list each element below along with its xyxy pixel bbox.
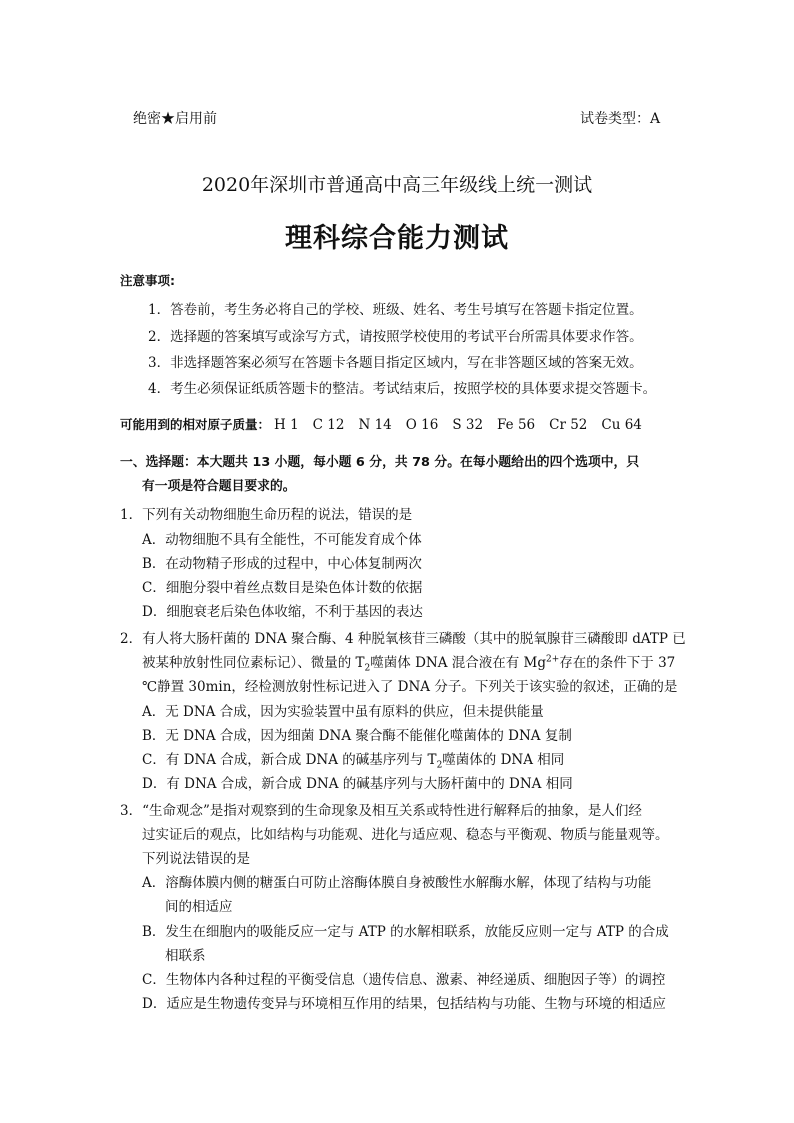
q3-stem: 3．“生命观念”是指对观察到的生命现象及相互关系或特性进行解释后的抽象，是人们经 <box>120 803 642 819</box>
q1-stem: 1．下列有关动物细胞生命历程的说法，错误的是 <box>120 507 413 523</box>
q3-stem-line2: 过实证后的观点，比如结构与功能观、进化与适应观、稳态与平衡观、物质与能量观等。 <box>142 827 669 843</box>
q3-stem-line3: 下列说法错误的是 <box>142 851 250 867</box>
q1-option-d: D．细胞衰老后染色体收缩，不利于基因的表达 <box>142 604 423 620</box>
q1-option-a: A．动物细胞不具有全能性，不可能发育成个体 <box>142 532 422 548</box>
q3-option-b: B．发生在细胞内的吸能反应一定与 ATP 的水解相联系，放能反应则一定与 ATP 的合成 <box>142 924 669 940</box>
notice-heading: 注意事项: <box>120 273 175 288</box>
section-heading: 一、选择题：本大题共 13 小题，每小题 6 分，共 78 分。在每小题给出的四个选项中，只 <box>120 455 640 470</box>
atomic-mass-label: 可能用到的相对原子质量： <box>120 417 271 432</box>
q1-option-c: C．细胞分裂中着丝点数目是染色体计数的依据 <box>142 580 423 596</box>
q1-option-b: B．在动物精子形成的过程中，中心体复制两次 <box>142 556 422 572</box>
atomic-mass-value: Cr 52 <box>549 417 588 433</box>
atomic-mass-value: N 14 <box>358 417 392 433</box>
atomic-mass-line <box>120 415 656 433</box>
atomic-mass-value: Cu 64 <box>601 417 642 433</box>
q2-option-a: A．无 DNA 合成，因为实验装置中虽有原料的供应，但未提供能量 <box>142 704 544 720</box>
atomic-mass-value: Fe 56 <box>497 417 536 433</box>
paper-type-label: 试卷类型：A <box>580 111 661 127</box>
q2-stem: 2．有人将大肠杆菌的 DNA 聚合酶、4 种脱氧核苷三磷酸（其中的脱氧腺苷三磷酸即 dATP 已 <box>120 631 686 647</box>
notice-item: 1．答卷前，考生务必将自己的学校、班级、姓名、考生号填写在答题卡指定位置。 <box>148 302 643 318</box>
q2-option-b: B．无 DNA 合成，因为细菌 DNA 聚合酶不能催化噬菌体的 DNA 复制 <box>142 728 572 744</box>
section-heading-cont: 有一项是符合题目要求的。 <box>142 479 296 494</box>
atomic-mass-value: H 1 <box>274 417 299 433</box>
notice-item: 3．非选择题答案必须写在答题卡各题目指定区域内，写在非答题区域的答案无效。 <box>148 355 643 371</box>
q3-option-d: D．适应是生物遗传变异与环境相互作用的结果，包括结构与功能、生物与环境的相适应 <box>142 996 666 1012</box>
q2-option-d: D．有 DNA 合成，新合成 DNA 的碱基序列与大肠杆菌中的 DNA 相同 <box>142 776 573 792</box>
confidential-label: 绝密★启用前 <box>133 111 217 127</box>
notice-item: 4．考生必须保证纸质答题卡的整洁。考试结束后，按照学校的具体要求提交答题卡。 <box>148 381 657 397</box>
q2-stem-line3: ℃静置 30min，经检测放射性标记进入了 DNA 分子。下列关于该实验的叙述，正确的是 <box>142 679 678 695</box>
q3-option-c: C．生物体内各种过程的平衡受信息（遗传信息、激素、神经递质、细胞因子等）的调控 <box>142 972 666 988</box>
q2-option-c: C．有 DNA 合成，新合成 DNA 的碱基序列与 $T_2$噬菌体的 DNA 相同 <box>142 752 565 771</box>
atomic-mass-value: O 16 <box>405 417 439 433</box>
q2-stem-line2: 被某种放射性同位素标记）、微量的 $T_2$噬菌体 DNA 混合液在有 $Mg^{2+}$存在的条件下于 37 <box>142 654 676 674</box>
q3-option-a-cont: 间的相适应 <box>165 899 233 915</box>
atomic-mass-value: S 32 <box>452 417 484 433</box>
subject-title: 理科综合能力测试 <box>285 223 509 254</box>
q3-option-b-cont: 相联系 <box>165 948 206 964</box>
notice-item: 2．选择题的答案填写或涂写方式，请按照学校使用的考试平台所需具体要求作答。 <box>148 329 643 345</box>
atomic-mass-value: C 12 <box>312 417 345 433</box>
q3-option-a: A．溶酶体膜内侧的糖蛋白可防止溶酶体膜自身被酸性水解酶水解，体现了结构与功能 <box>142 875 652 891</box>
exam-title: 2020年深圳市普通高中高三年级线上统一测试 <box>201 174 593 196</box>
